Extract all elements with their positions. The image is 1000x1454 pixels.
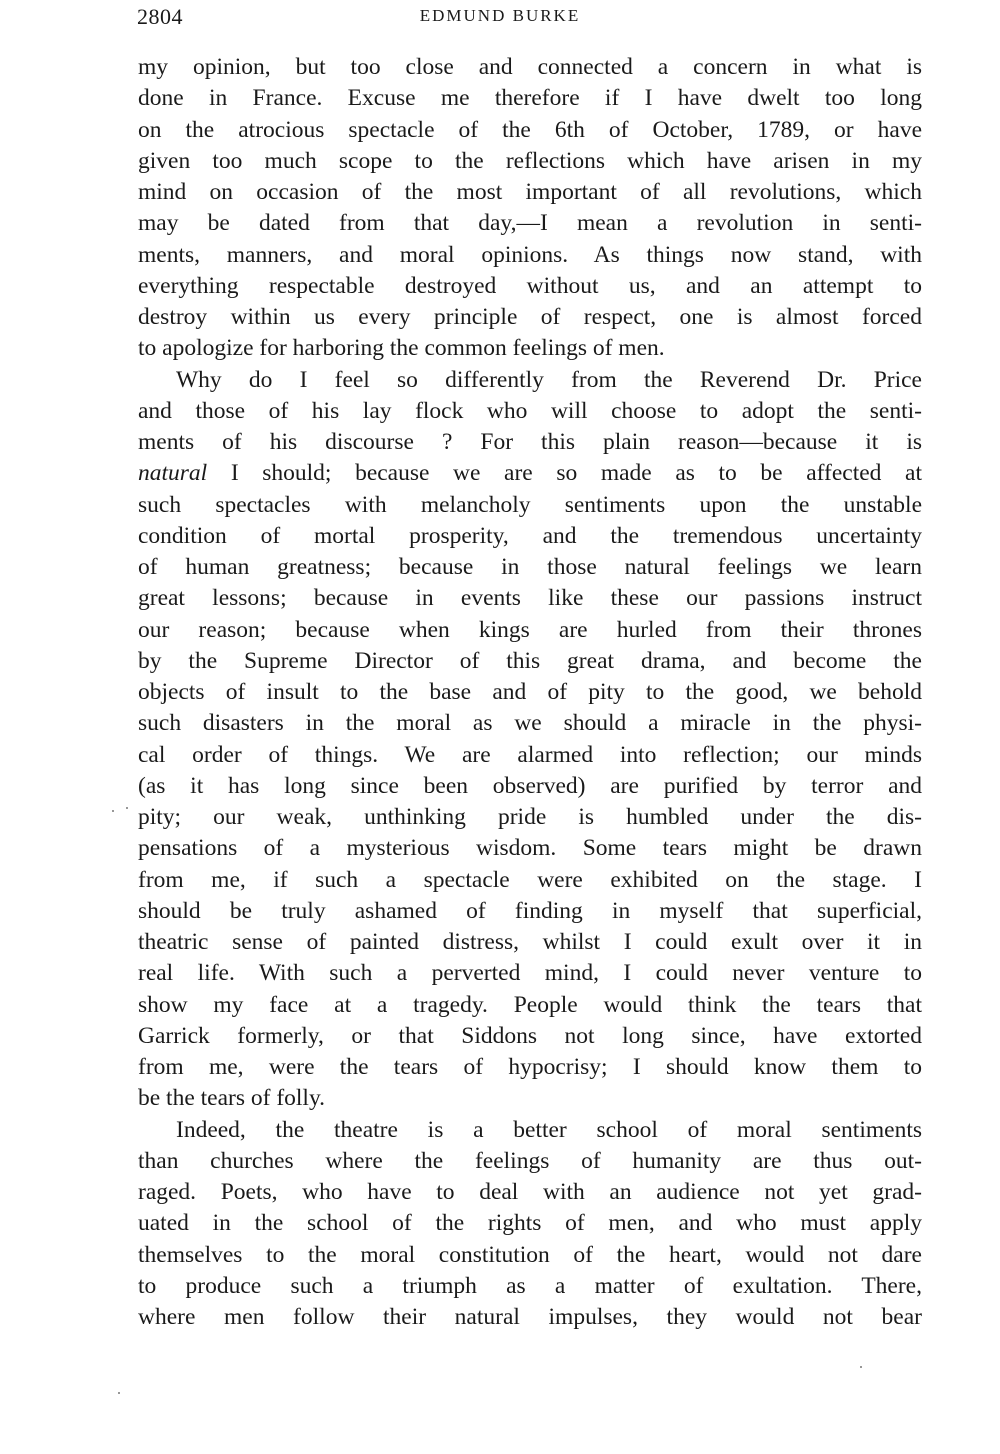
italic-word: natural: [138, 460, 208, 487]
body-text: [138, 52, 922, 1333]
text-line: to apologize for harboring the common feelings of men.: [138, 335, 665, 362]
paragraph: [138, 365, 922, 1115]
print-speck: [112, 810, 114, 812]
text-line: natural I should; because we are so made as to be affected at: [138, 460, 922, 487]
text-line: may be dated from that day,—I mean a revolution in senti-: [138, 210, 922, 237]
text-line: Why do I feel so differently from the Reverend Dr. Price: [176, 366, 922, 393]
text-line: from me, if such a spectacle were exhibited on the stage. I: [138, 866, 922, 893]
text-line: pensations of a mysterious wisdom. Some tears might be drawn: [138, 835, 922, 862]
text-line: by the Supreme Director of this great drama, and become the: [138, 647, 922, 674]
text-line: and those of his lay flock who will choose to adopt the senti-: [138, 397, 922, 424]
text-line: great lessons; because in events like these our passions instruct: [138, 585, 922, 612]
text-line: pity; our weak, unthinking pride is humbled under the dis-: [138, 804, 922, 830]
text-line: our reason; because when kings are hurled from their thrones: [138, 616, 922, 643]
text-line: uated in the school of the rights of men, and who must apply: [138, 1210, 922, 1237]
text-line: everything respectable destroyed without us, and an attempt to: [138, 272, 922, 299]
text-line: on the atrocious spectacle of the 6th of October, 1789, or have: [138, 116, 922, 143]
text-line: than churches where the feelings of humanity are thus out-: [138, 1147, 922, 1174]
text-line: be the tears of folly.: [138, 1085, 326, 1112]
text-line: to produce such a triumph as a matter of exultation. There,: [138, 1272, 922, 1299]
paragraph: [138, 1115, 922, 1334]
text-line: where men follow their natural impulses, they would not bear: [138, 1304, 922, 1330]
text-line: from me, were the tears of hypocrisy; I should know them to: [138, 1054, 922, 1080]
print-speck: [126, 807, 128, 809]
text-line: destroy within us every principle of respect, one is almost forced: [138, 304, 922, 330]
text-line: themselves to the moral constitution of the heart, would not dare: [138, 1241, 922, 1268]
text-line: should be truly ashamed of finding in myself that superficial,: [138, 897, 922, 924]
text-line: such spectacles with melancholy sentiments upon the unstable: [138, 491, 922, 518]
text-line: objects of insult to the base and of pity to the good, we behold: [138, 679, 922, 705]
text-line: show my face at a tragedy. People would think the tears that: [138, 991, 922, 1018]
text-line: theatric sense of painted distress, whilst I could exult over it in: [138, 929, 922, 955]
text-line: condition of mortal prosperity, and the tremendous uncertainty: [138, 522, 922, 549]
text-line: real life. With such a perverted mind, I could never venture to: [138, 960, 922, 987]
text-line: Indeed, the theatre is a better school of moral sentiments: [176, 1116, 922, 1143]
print-speck: [118, 1392, 120, 1394]
text-line: of human greatness; because in those natural feelings we learn: [138, 554, 922, 580]
text-line: such disasters in the moral as we should a miracle in the physi-: [138, 710, 922, 737]
text-line: ments, manners, and moral opinions. As things now stand, with: [138, 241, 922, 268]
paragraph: [138, 52, 922, 365]
text-line: Garrick formerly, or that Siddons not long since, have extorted: [138, 1022, 922, 1049]
page-number: 2804: [137, 4, 183, 29]
text-line: ments of his discourse ? For this plain reason—because it is: [138, 429, 922, 455]
text-line: my opinion, but too close and connected a concern in what is: [138, 54, 922, 80]
running-head: EDMUND BURKE: [419, 6, 581, 25]
print-speck: [860, 1366, 862, 1368]
text-line: mind on occasion of the most important of all revolutions, which: [138, 179, 922, 205]
text-line: cal order of things. We are alarmed into reflection; our minds: [138, 741, 922, 768]
text-line: (as it has long since been observed) are purified by terror and: [138, 772, 922, 799]
text-line: raged. Poets, who have to deal with an audience not yet grad-: [138, 1179, 922, 1205]
text-line: given too much scope to the reflections which have arisen in my: [138, 147, 922, 174]
text-line: done in France. Excuse me therefore if I have dwelt too long: [138, 85, 922, 112]
